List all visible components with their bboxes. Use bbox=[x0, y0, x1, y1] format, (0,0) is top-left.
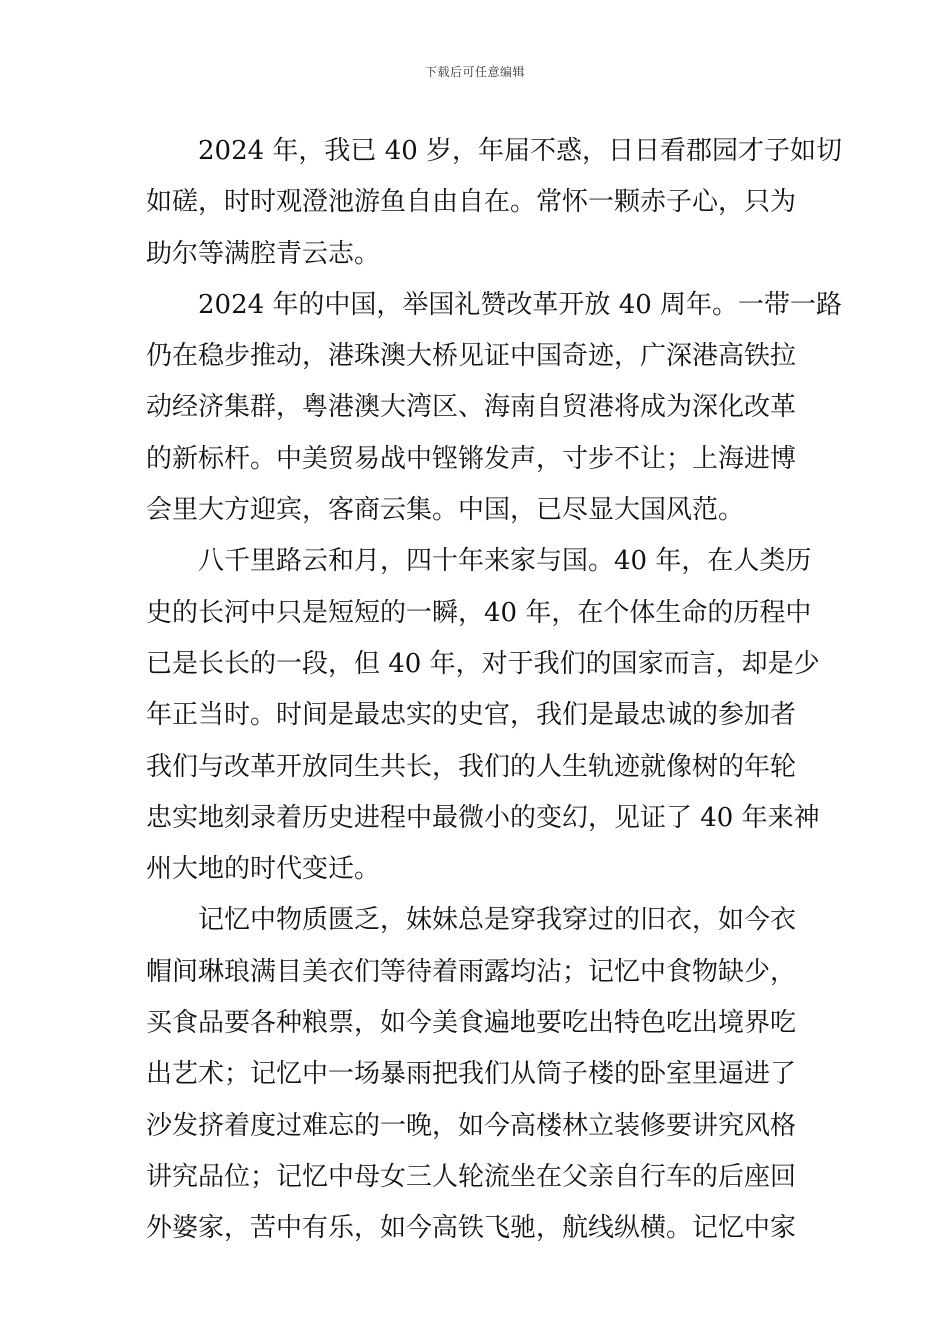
text-line: 如磋，时时观澄池游鱼自由自在。常怀一颗赤子心，只为 bbox=[146, 187, 797, 218]
paragraph-3 bbox=[146, 536, 820, 895]
page-header: 下载后可任意编辑 bbox=[424, 65, 525, 79]
text-line: 外婆家，苦中有乐，如今高铁飞驰，航线纵横。记忆中家 bbox=[146, 1213, 797, 1244]
text-line: 记忆中物质匮乏，妹妹总是穿我穿过的旧衣，如今衣 bbox=[198, 905, 797, 936]
text-line: 史的长河中只是短短的一瞬，40 年，在个体生命的历程中 bbox=[146, 597, 812, 628]
text-line: 动经济集群，粤港澳大湾区、海南自贸港将成为深化改革 bbox=[146, 392, 797, 423]
paragraph-2 bbox=[146, 280, 843, 536]
text-line: 仍在稳步推动，港珠澳大桥见证中国奇迹，广深港高铁拉 bbox=[146, 341, 797, 372]
text-line: 助尔等满腔青云志。 bbox=[146, 238, 381, 269]
document-body bbox=[146, 126, 843, 1255]
text-line: 2024 年的中国，举国礼赞改革开放 40 周年。一带一路 bbox=[198, 289, 843, 320]
text-line: 会里大方迎宾，客商云集。中国，已尽显大国风范。 bbox=[146, 495, 745, 526]
text-line: 已是长长的一段，但 40 年，对于我们的国家而言，却是少 bbox=[146, 648, 820, 679]
text-line: 沙发挤着度过难忘的一晚，如今高楼林立装修要讲究风格 bbox=[146, 1110, 797, 1141]
text-line: 的新标杆。中美贸易战中铿锵发声，寸步不让；上海进博 bbox=[146, 443, 797, 474]
text-line: 讲究品位；记忆中母女三人轮流坐在父亲自行车的后座回 bbox=[146, 1161, 797, 1192]
text-line: 2024 年，我已 40 岁，年届不惑，日日看郡园才子如切 bbox=[198, 136, 843, 166]
text-line: 州大地的时代变迁。 bbox=[146, 854, 381, 885]
text-line: 我们与改革开放同生共长，我们的人生轨迹就像树的年轮 bbox=[146, 751, 797, 782]
text-line: 买食品要各种粮票，如今美食遍地要吃出特色吃出境界吃 bbox=[146, 1008, 797, 1039]
text-line: 年正当时。时间是最忠实的史官，我们是最忠诚的参加者 bbox=[146, 700, 797, 731]
text-line: 帽间琳琅满目美衣们等待着雨露均沾；记忆中食物缺少， bbox=[146, 956, 797, 987]
text-line: 忠实地刻录着历史进程中最微小的变幻，见证了 40 年来神 bbox=[146, 802, 820, 833]
text-line: 出艺术；记忆中一场暴雨把我们从筒子楼的卧室里逼进了 bbox=[146, 1059, 797, 1090]
paragraph-4 bbox=[146, 895, 808, 1254]
paragraph-1 bbox=[146, 126, 843, 280]
text-line: 八千里路云和月，四十年来家与国。40 年，在人类历 bbox=[198, 546, 812, 577]
